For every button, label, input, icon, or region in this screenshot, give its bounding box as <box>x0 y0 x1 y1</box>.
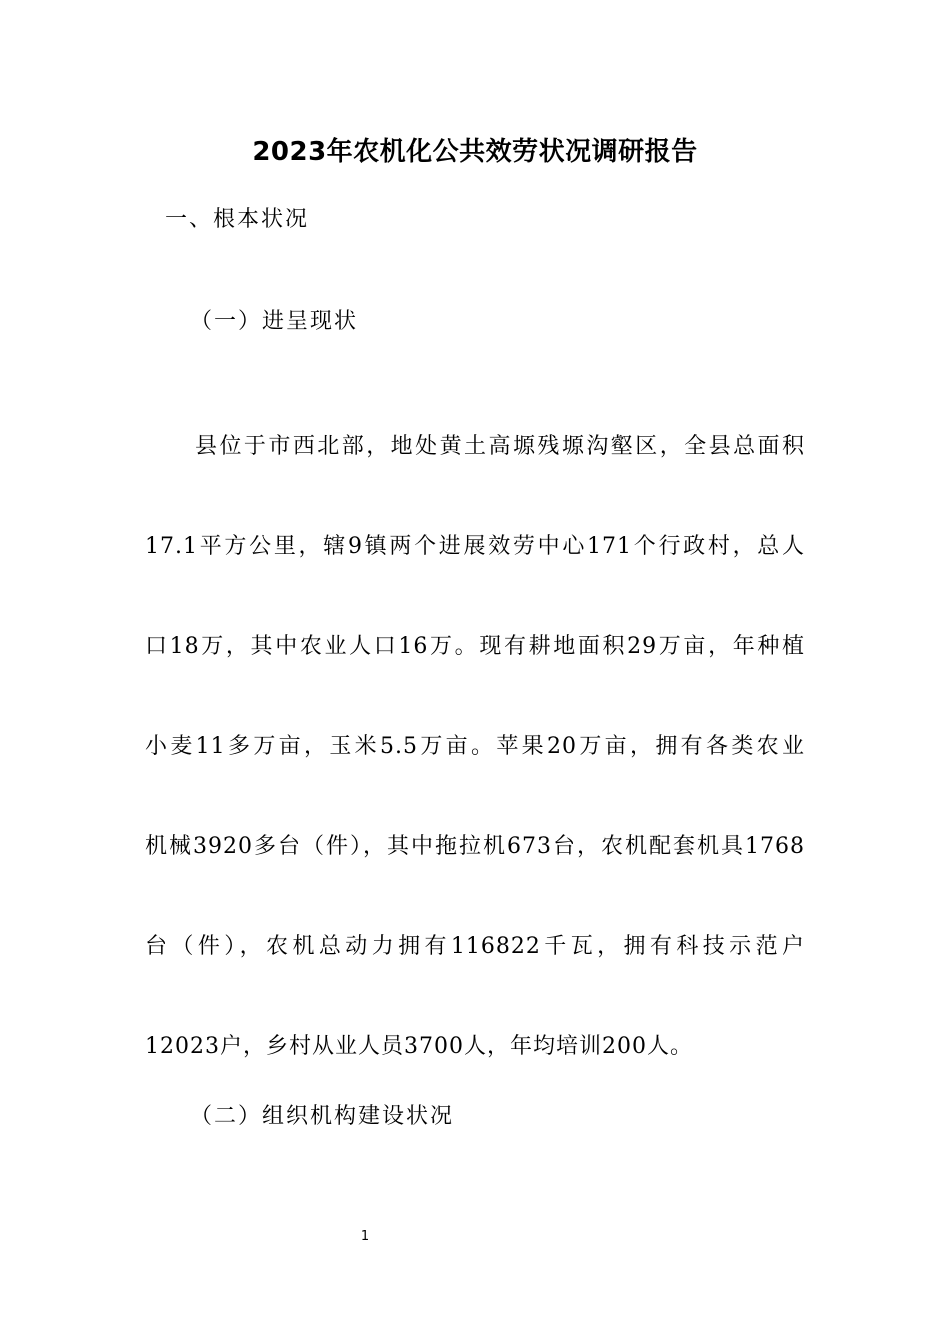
subsection-heading-organization: （二）组织机构建设状况 <box>190 1104 455 1129</box>
body-paragraph <box>145 397 805 1097</box>
page-number: 1 <box>360 1229 370 1244</box>
subsection-heading-current-status: （一）进呈现状 <box>190 309 359 334</box>
paragraph-line: 台（件），农机总动力拥有116822千瓦，拥有科技示范户 <box>145 934 805 959</box>
paragraph-line: 小麦11多万亩，玉米5.5万亩。苹果20万亩，拥有各类农业 <box>145 734 805 759</box>
paragraph-line: 17.1平方公里，辖9镇两个进展效劳中心171个行政村，总人 <box>145 534 805 559</box>
paragraph-line: 12023户，乡村从业人员3700人，年均培训200人。 <box>145 1034 693 1059</box>
section-heading-basic-situation: 一、根本状况 <box>165 207 310 232</box>
paragraph-line: 口18万，其中农业人口16万。现有耕地面积29万亩，年种植 <box>145 634 805 659</box>
paragraph-line: 机械3920多台（件），其中拖拉机673台，农机配套机具1768 <box>145 834 805 859</box>
document-title: 2023年农机化公共效劳状况调研报告 <box>252 137 698 167</box>
paragraph-line: 县位于市西北部，地处黄土高塬残塬沟壑区，全县总面积 <box>195 434 805 459</box>
